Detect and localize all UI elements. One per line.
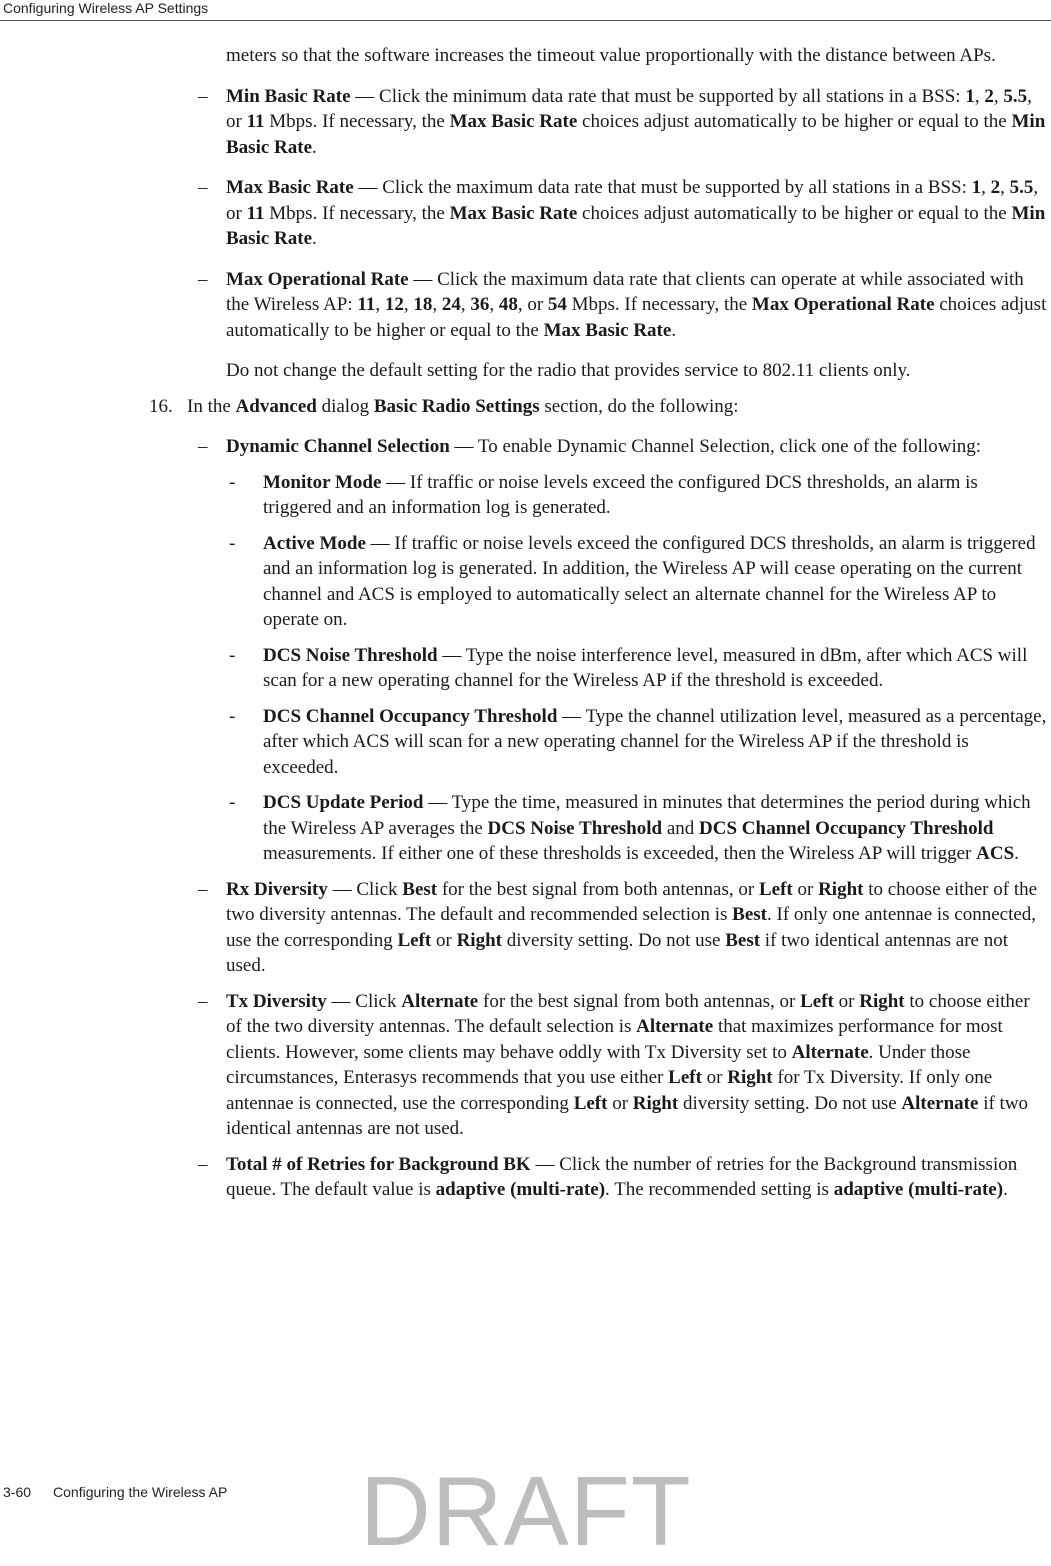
page-footer [3, 1484, 227, 1500]
dash-marker: – [198, 268, 208, 290]
document-body [0, 43, 1051, 1203]
page-number: 3-60 [3, 1484, 32, 1500]
list-item-max-basic-rate: – Max Basic Rate — Click the maximum data rate that must be supported by all stations in a BSS: 1, 2, 5.5, or 11 Mbps. If necessary, the Max Basic Rate choices adjust automatically to be higher or equal to the Min Basic Rate. [198, 177, 1046, 249]
sub-item-dcs-channel-occupancy-threshold: - DCS Channel Occupancy Threshold — Type the channel utilization level, measured as a percentage, after which ACS will scan for a new operating channel for the Wireless AP if the threshold is exceeded. [229, 705, 1047, 778]
list-item-rx-diversity: – Rx Diversity — Click Best for the best signal from both antennas, or Left or Right to choose either of the two diversity antennas. The default and recommended selection is Best. If only one antennae is connected, use the corresponding Left or Right diversity setting. Do not use Best if two identical antennas are not used. [198, 878, 1038, 976]
dash-marker: – [198, 990, 208, 1012]
sub-item-dcs-noise-threshold: - DCS Noise Threshold — Type the noise interference level, measured in dBm, after which ACS will scan for a new operating channel for the Wireless AP if the threshold is exceeded. [229, 644, 1028, 691]
dash-marker: – [198, 1153, 208, 1175]
list-item-max-operational-rate: – Max Operational Rate — Click the maximum data rate that clients can operate at while associated with the Wireless AP: 11, 12, 18, 24, 36, 48, or 54 Mbps. If necessary, the Max Operational Rate choices adjust automatically to be higher or equal to the Max Basic Rate. [198, 268, 1047, 341]
paragraph-timeout-continuation: meters so that the software increases the timeout value proportionally with the distance between APs. [226, 45, 996, 66]
list-item-total-retries-background: – Total # of Retries for Background BK — Click the number of retries for the Background transmission queue. The default value is adaptive (multi-rate). The recommended setting is adaptive (multi-rate). [198, 1153, 1018, 1200]
dash-marker: – [198, 177, 208, 198]
hyphen-marker: - [229, 792, 236, 813]
list-item-min-basic-rate: – Min Basic Rate — Click the minimum data rate that must be supported by all stations in a BSS: 1, 2, 5.5, or 11 Mbps. If necessary, the Max Basic Rate choices adjust automatically to be higher or equal to the Min Basic Rate. [198, 85, 1046, 158]
step-16: 16. In the Advanced dialog Basic Radio Settings section, do the following: [187, 394, 1048, 420]
hyphen-marker: - [229, 705, 236, 727]
sub-item-dcs-update-period: - DCS Update Period — Type the time, measured in minutes that determines the period during which the Wireless AP averages the DCS Noise Threshold and DCS Channel Occupancy Threshold measurements. If either one of these thresholds is exceeded, then the Wireless AP will trigger ACS. [229, 792, 1031, 864]
hyphen-marker: - [229, 644, 236, 666]
running-title: Configuring Wireless AP Settings [3, 0, 209, 16]
dash-marker: – [198, 436, 208, 457]
sub-item-monitor-mode: - Monitor Mode — If traffic or noise levels exceed the configured DCS thresholds, an alarm is triggered and an information log is generated. [229, 471, 978, 518]
dash-marker: – [198, 85, 208, 107]
hyphen-marker: - [229, 471, 236, 493]
list-item-dynamic-channel-selection: – Dynamic Channel Selection — To enable Dynamic Channel Selection, click one of the following: [226, 434, 1048, 460]
sub-item-active-mode: - Active Mode — If traffic or noise levels exceed the configured DCS thresholds, an alarm is triggered and an information log is generated. In addition, the Wireless AP will cease operating on the current channel and ACS is employed to automatically select an alternate channel for the Wireless AP to operate on. [229, 532, 1036, 630]
list-item-tx-diversity: – Tx Diversity — Click Alternate for the best signal from both antennas, or Left or Right to choose either of the two diversity antennas. The default selection is Alternate that maximizes performance for most clients. However, some clients may behave oddly with Tx Diversity set to Alternate. Under those circumstances, Enterasys recommends that you use either Left or Right for Tx Diversity. If only one antennae is connected, use the corresponding Left or Right diversity setting. Do not use Alternate if two identical antennas are not used. [198, 990, 1030, 1139]
hyphen-marker: - [229, 532, 236, 554]
footer-chapter-title: Configuring the Wireless AP [53, 1484, 228, 1500]
dash-marker: – [198, 878, 208, 900]
draft-watermark: DRAFT [360, 1456, 692, 1566]
paragraph-default-setting-note: Do not change the default setting for the radio that provides service to 802.11 clients only. [226, 360, 911, 381]
step-number: 16. [149, 395, 173, 417]
running-header [0, 0, 1051, 21]
